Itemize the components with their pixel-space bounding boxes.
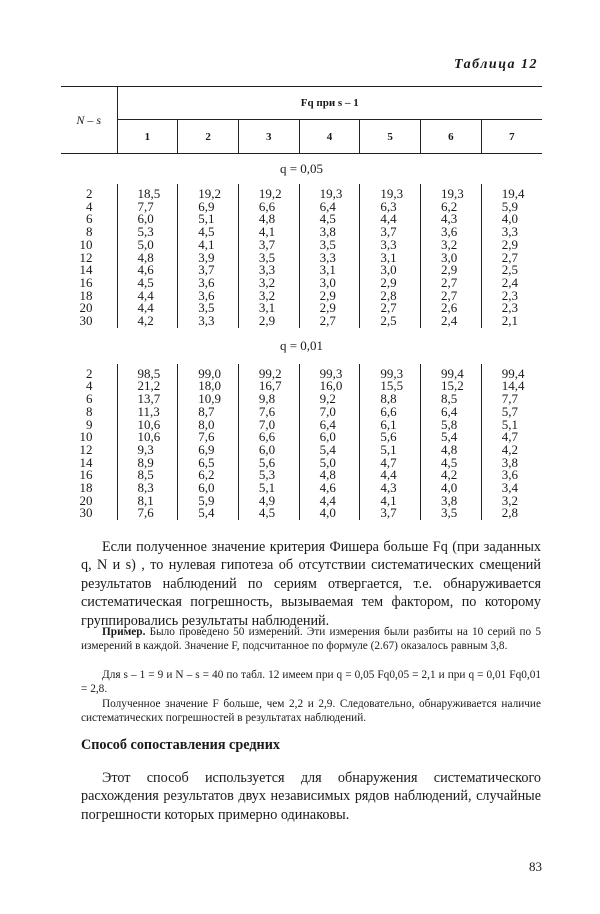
table-cell: 19,3 xyxy=(360,184,421,201)
row-ns-value: 8 xyxy=(86,403,93,419)
table-row xyxy=(61,431,542,444)
paragraph-comparison-of-means xyxy=(81,769,541,824)
table-cell: 4,6 xyxy=(299,482,360,495)
table-cell: 4,2 xyxy=(117,315,178,328)
table-row xyxy=(61,419,542,432)
row-ns-value: 10 xyxy=(79,429,93,445)
table-cell: 3,2 xyxy=(481,495,542,508)
table-row xyxy=(61,393,542,406)
table-row xyxy=(61,226,542,239)
table-cell: 3,6 xyxy=(421,226,482,239)
fisher-criterion-table xyxy=(61,86,542,520)
table-lookup-text: Для s – 1 = 9 и N – s = 40 по табл. 12 имеем при q = 0,05 Fq0,05 = 2,1 и при q = 0,01 Fq0,01 = 2,8. xyxy=(81,669,541,696)
table-row xyxy=(61,457,542,470)
row-ns-value: 20 xyxy=(79,492,93,508)
q-level-label: q = 0,05 xyxy=(279,161,324,176)
table-cell: 3,3 xyxy=(238,264,299,277)
table-body xyxy=(61,154,542,521)
table-cell: 10,9 xyxy=(178,393,239,406)
table-row xyxy=(61,302,542,315)
table-cell: 3,6 xyxy=(178,277,239,290)
table-cell: 3,8 xyxy=(481,457,542,470)
table-cell: 5,6 xyxy=(360,431,421,444)
column-number-2: 2 xyxy=(178,120,239,154)
table-cell: 19,3 xyxy=(299,184,360,201)
table-cell: 6,5 xyxy=(178,457,239,470)
table-cell: 3,2 xyxy=(238,290,299,303)
table-cell: 3,7 xyxy=(360,507,421,520)
table-cell: 4,3 xyxy=(421,213,482,226)
table-cell: 10,6 xyxy=(117,431,178,444)
row-ns-value: 16 xyxy=(79,467,93,483)
table-cell: 7,6 xyxy=(117,507,178,520)
table-cell: 6,2 xyxy=(178,469,239,482)
table-cell: 5,7 xyxy=(481,406,542,419)
table-cell: 6,2 xyxy=(421,201,482,214)
table-row xyxy=(61,264,542,277)
table-cell: 4,1 xyxy=(360,495,421,508)
conclusion-text: Полученное значение F больше, чем 2,2 и 2,9. Следовательно, обнаруживается наличие систематических погрешностей в результатах наблюдений. xyxy=(81,698,541,725)
row-ns-value: 10 xyxy=(79,236,93,252)
table-cell: 9,2 xyxy=(299,393,360,406)
table-row xyxy=(61,239,542,252)
table-row xyxy=(61,495,542,508)
example-note xyxy=(81,625,541,653)
table-row xyxy=(61,315,542,328)
column-number-3: 3 xyxy=(238,120,299,154)
table-cell: 6,6 xyxy=(238,431,299,444)
table-cell: 3,3 xyxy=(299,252,360,265)
table-row xyxy=(61,184,542,201)
paragraph-fisher-criterion xyxy=(81,538,541,630)
table-cell: 4,8 xyxy=(421,444,482,457)
table-cell: 3,7 xyxy=(178,264,239,277)
example-label: Пример. xyxy=(102,626,146,638)
column-number-header-row xyxy=(61,120,542,154)
table-cell: 3,3 xyxy=(178,315,239,328)
row-ns-value: 16 xyxy=(79,274,93,290)
row-ns-value: 30 xyxy=(79,505,93,521)
table-row xyxy=(61,252,542,265)
table-cell: 18,0 xyxy=(178,380,239,393)
table-cell: 8,5 xyxy=(421,393,482,406)
table-cell: 3,0 xyxy=(360,264,421,277)
table-row xyxy=(61,201,542,214)
table-cell: 16,7 xyxy=(238,380,299,393)
table-cell: 21,2 xyxy=(117,380,178,393)
table-cell: 2,9 xyxy=(421,264,482,277)
table-row xyxy=(61,380,542,393)
table-cell: 15,2 xyxy=(421,380,482,393)
table-cell: 4,5 xyxy=(421,457,482,470)
table-cell: 6,6 xyxy=(360,406,421,419)
row-ns-value: 12 xyxy=(79,441,93,457)
column-number-4: 4 xyxy=(299,120,360,154)
table-cell: 2,8 xyxy=(481,507,542,520)
table-cell: 4,9 xyxy=(238,495,299,508)
table-cell: 2,6 xyxy=(421,302,482,315)
table-cell: 5,4 xyxy=(178,507,239,520)
table-cell: 8,9 xyxy=(117,457,178,470)
table-lookup-note xyxy=(81,668,541,696)
row-ns-value: 4 xyxy=(86,378,93,394)
fq-column-group-header: Fq при s – 1 xyxy=(117,87,542,120)
table-cell: 4,1 xyxy=(238,226,299,239)
row-ns-value: 8 xyxy=(86,224,93,240)
row-ns-value: 2 xyxy=(86,365,93,381)
row-ns-value: 18 xyxy=(79,480,93,496)
table-cell: 2,7 xyxy=(299,315,360,328)
table-cell: 6,0 xyxy=(238,444,299,457)
table-cell: 3,2 xyxy=(421,239,482,252)
table-cell: 4,5 xyxy=(299,213,360,226)
table-cell: 15,5 xyxy=(360,380,421,393)
table-cell: 4,1 xyxy=(178,239,239,252)
table-cell: 4,5 xyxy=(238,507,299,520)
table-cell: 8,0 xyxy=(178,419,239,432)
table-cell: 3,1 xyxy=(360,252,421,265)
table-cell: 4,6 xyxy=(117,264,178,277)
table-cell: 8,5 xyxy=(117,469,178,482)
table-cell: 99,2 xyxy=(238,364,299,381)
example-text: Было проведено 50 измерений. Эти измерения были разбиты на 10 серий по 5 измерений в каждой. Значение F, подсчитанное по формуле (2.67) оказалось равным 3,8. xyxy=(81,626,542,653)
table-cell: 8,3 xyxy=(117,482,178,495)
column-number-7: 7 xyxy=(481,120,542,154)
table-cell: 4,0 xyxy=(481,213,542,226)
table-cell: 4,4 xyxy=(360,469,421,482)
table-cell: 4,8 xyxy=(299,469,360,482)
table-row xyxy=(61,444,542,457)
table-row xyxy=(61,277,542,290)
column-number-1: 1 xyxy=(117,120,178,154)
table-cell: 2,7 xyxy=(481,252,542,265)
table-cell: 5,4 xyxy=(299,444,360,457)
table-cell: 3,7 xyxy=(360,226,421,239)
table-cell: 2,9 xyxy=(238,315,299,328)
conclusion-note xyxy=(81,697,541,725)
table-cell: 2,5 xyxy=(360,315,421,328)
table-cell: 5,0 xyxy=(117,239,178,252)
table-row xyxy=(61,213,542,226)
table-cell: 2,9 xyxy=(481,239,542,252)
table-cell: 8,8 xyxy=(360,393,421,406)
table-cell: 2,4 xyxy=(421,315,482,328)
table-cell: 19,2 xyxy=(238,184,299,201)
table-cell: 3,3 xyxy=(360,239,421,252)
table-cell: 19,3 xyxy=(421,184,482,201)
table-row xyxy=(61,290,542,303)
table-cell: 16,0 xyxy=(299,380,360,393)
table-cell: 5,3 xyxy=(238,469,299,482)
table-cell: 5,1 xyxy=(178,213,239,226)
table-cell: 3,4 xyxy=(481,482,542,495)
row-ns-value: 20 xyxy=(79,300,93,316)
table-cell: 4,4 xyxy=(299,495,360,508)
table-cell: 4,2 xyxy=(481,444,542,457)
row-ns-value: 2 xyxy=(86,186,93,201)
q-level-row xyxy=(61,154,542,185)
table-cell: 4,5 xyxy=(117,277,178,290)
table-cell: 3,0 xyxy=(421,252,482,265)
table-cell: 11,3 xyxy=(117,406,178,419)
row-ns-value: 18 xyxy=(79,287,93,303)
table-cell: 3,6 xyxy=(481,469,542,482)
table-cell: 2,7 xyxy=(360,302,421,315)
table-cell: 99,0 xyxy=(178,364,239,381)
table-cell: 5,9 xyxy=(481,201,542,214)
table-cell: 4,0 xyxy=(299,507,360,520)
table-cell: 18,5 xyxy=(117,184,178,201)
table-cell: 5,9 xyxy=(178,495,239,508)
table-cell: 4,7 xyxy=(481,431,542,444)
table-cell: 2,9 xyxy=(299,290,360,303)
table-cell: 6,4 xyxy=(421,406,482,419)
table-row xyxy=(61,482,542,495)
table-cell: 9,3 xyxy=(117,444,178,457)
paragraph-1-text: Если полученное значение критерия Фишера больше Fq (при заданных q, N и s) , то нулевая гипотеза об отсутствии систематических смещений результатов наблюдений по сериям отвергается, т.е. обнаруживается систематическая погрешность, вызываемая тем фактором, по которому группировались результаты наблюдений. xyxy=(81,539,541,629)
table-cell: 5,4 xyxy=(421,431,482,444)
table-cell: 3,8 xyxy=(299,226,360,239)
table-cell: 6,1 xyxy=(360,419,421,432)
table-cell: 7,7 xyxy=(117,201,178,214)
table-cell: 5,8 xyxy=(421,419,482,432)
row-ns-value: 30 xyxy=(79,313,93,329)
table-cell: 4,5 xyxy=(178,226,239,239)
table-cell: 4,4 xyxy=(117,290,178,303)
row-ns-value: 4 xyxy=(86,198,93,214)
table-cell: 5,6 xyxy=(238,457,299,470)
table-cell: 7,6 xyxy=(178,431,239,444)
table-cell: 2,8 xyxy=(360,290,421,303)
table-cell: 4,0 xyxy=(421,482,482,495)
ns-column-header: N – s xyxy=(61,87,117,154)
table-cell: 14,4 xyxy=(481,380,542,393)
table-cell: 5,0 xyxy=(299,457,360,470)
table-cell: 99,3 xyxy=(299,364,360,381)
column-number-5: 5 xyxy=(360,120,421,154)
table-cell: 6,9 xyxy=(178,201,239,214)
table-cell: 3,1 xyxy=(238,302,299,315)
table-cell: 99,3 xyxy=(360,364,421,381)
table-cell: 2,5 xyxy=(481,264,542,277)
table-row xyxy=(61,507,542,520)
page-number: 83 xyxy=(529,859,542,874)
table-cell: 4,3 xyxy=(360,482,421,495)
table-cell: 6,4 xyxy=(299,419,360,432)
table-cell: 3,1 xyxy=(299,264,360,277)
table-cell: 4,2 xyxy=(421,469,482,482)
table-cell: 2,9 xyxy=(299,302,360,315)
q-level-row xyxy=(61,328,542,364)
q-level-label: q = 0,01 xyxy=(279,337,324,353)
paragraph-2-text: Этот способ используется для обнаружения систематического расхождения результатов двух независимых рядов наблюдений, случайные погрешности которых примерно одинаковы. xyxy=(81,770,541,823)
table-row xyxy=(61,469,542,482)
table-cell: 99,4 xyxy=(481,364,542,381)
column-number-6: 6 xyxy=(421,120,482,154)
row-ns-value: 14 xyxy=(79,262,93,278)
table-cell: 7,0 xyxy=(238,419,299,432)
table-cell: 99,4 xyxy=(421,364,482,381)
table-cell: 3,8 xyxy=(421,495,482,508)
row-ns-value: 6 xyxy=(86,211,93,227)
table-cell: 4,4 xyxy=(360,213,421,226)
table-cell: 4,4 xyxy=(117,302,178,315)
row-ns-value: 12 xyxy=(79,249,93,265)
table-cell: 9,8 xyxy=(238,393,299,406)
table-cell: 6,0 xyxy=(117,213,178,226)
table-cell: 6,6 xyxy=(238,201,299,214)
table-cell: 6,0 xyxy=(178,482,239,495)
row-ns-value: 14 xyxy=(79,454,93,470)
section-heading: Способ сопоставления средних xyxy=(81,737,280,753)
table-cell: 8,7 xyxy=(178,406,239,419)
table-cell: 3,7 xyxy=(238,239,299,252)
table-cell: 6,9 xyxy=(178,444,239,457)
table-cell: 6,4 xyxy=(299,201,360,214)
table-cell: 5,1 xyxy=(481,419,542,432)
table-cell: 3,6 xyxy=(178,290,239,303)
table-cell: 19,4 xyxy=(481,184,542,201)
row-ns-value: 9 xyxy=(86,416,93,432)
table-cell: 6,0 xyxy=(299,431,360,444)
table-cell: 2,1 xyxy=(481,315,542,328)
table-cell: 13,7 xyxy=(117,393,178,406)
table-cell: 3,0 xyxy=(299,277,360,290)
table-cell: 2,3 xyxy=(481,290,542,303)
table-cell: 8,1 xyxy=(117,495,178,508)
table-caption: Таблица 12 xyxy=(454,57,538,72)
table-cell: 4,8 xyxy=(117,252,178,265)
table-cell: 2,4 xyxy=(481,277,542,290)
table-cell: 7,7 xyxy=(481,393,542,406)
table-cell: 2,3 xyxy=(481,302,542,315)
row-ns-value: 6 xyxy=(86,391,93,407)
table-cell: 3,5 xyxy=(178,302,239,315)
table-cell: 3,5 xyxy=(299,239,360,252)
table-cell: 2,9 xyxy=(360,277,421,290)
table-cell: 5,3 xyxy=(117,226,178,239)
table-cell: 3,5 xyxy=(421,507,482,520)
table-cell: 5,1 xyxy=(360,444,421,457)
table-cell: 3,9 xyxy=(178,252,239,265)
table-cell: 3,2 xyxy=(238,277,299,290)
table-cell: 4,8 xyxy=(238,213,299,226)
table-row xyxy=(61,406,542,419)
table-cell: 7,6 xyxy=(238,406,299,419)
table-cell: 2,7 xyxy=(421,277,482,290)
table-cell: 10,6 xyxy=(117,419,178,432)
table-cell: 6,3 xyxy=(360,201,421,214)
table-cell: 5,1 xyxy=(238,482,299,495)
table-cell: 2,7 xyxy=(421,290,482,303)
table-cell: 19,2 xyxy=(178,184,239,201)
table-cell: 4,7 xyxy=(360,457,421,470)
table-row xyxy=(61,364,542,381)
table-cell: 98,5 xyxy=(117,364,178,381)
table-cell: 3,3 xyxy=(481,226,542,239)
table-cell: 3,5 xyxy=(238,252,299,265)
table-cell: 7,0 xyxy=(299,406,360,419)
